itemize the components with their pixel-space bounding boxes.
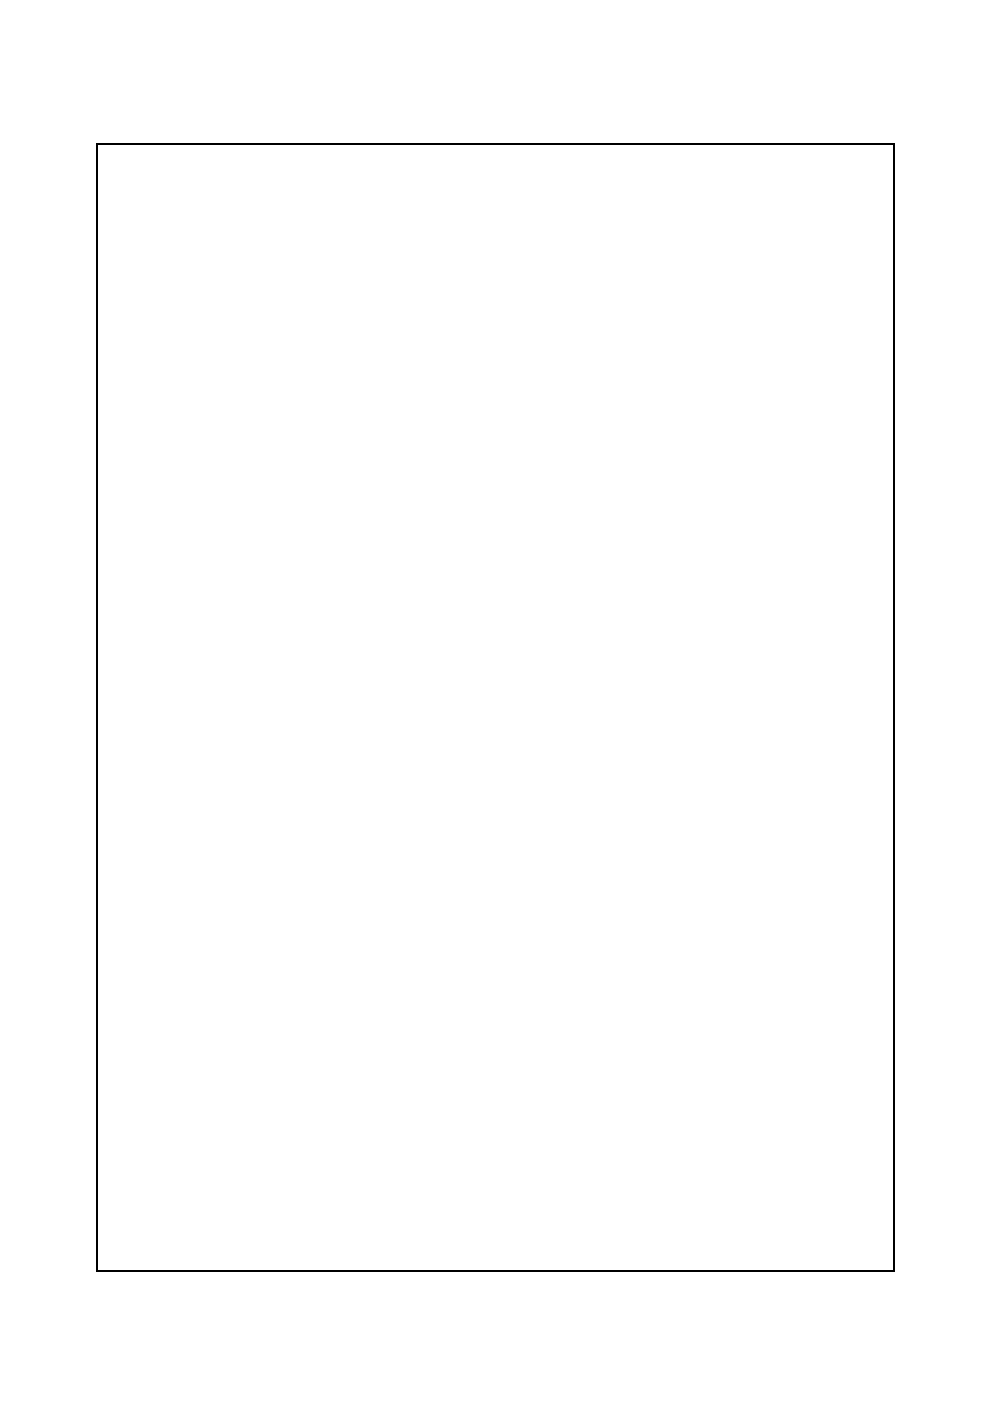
- schedule-table: [96, 143, 895, 1272]
